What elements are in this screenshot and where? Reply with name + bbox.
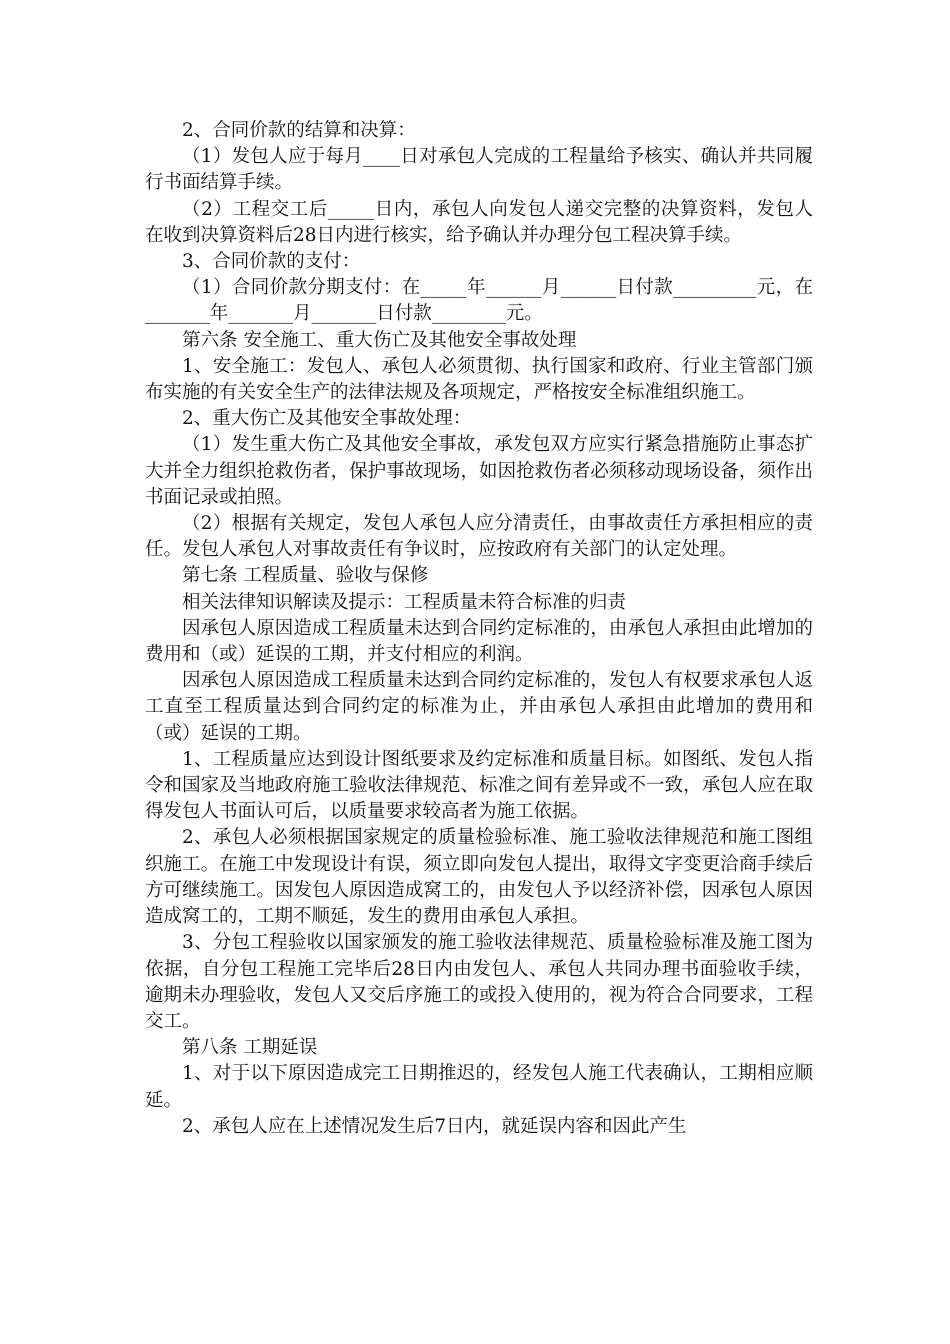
article-heading-7: 第七条 工程质量、验收与保修	[182, 565, 429, 587]
clause-paragraph: 因承包人原因造成工程质量未达到合同约定标准的，由承包人承担由此增加的费用和（或）延误的工期，并支付相应的利润。	[145, 617, 813, 666]
clause-paragraph: 1、工程质量应达到设计图纸要求及约定标准和质量目标。如图纸、发包人指令和国家及当地政府施工验收法律规范、标准之间有差异或不一致，承包人应在取得发包人书面认可后，以质量要求较高者为施工依据。	[145, 748, 813, 823]
section-heading-payment: 3、合同价款的支付：	[182, 251, 361, 273]
clause-paragraph: （2）根据有关规定，发包人承包人应分清责任，由事故责任方承担相应的责任。发包人承包人对事故责任有争议时，应按政府有关部门的认定处理。	[145, 513, 813, 561]
section-heading-settlement: 2、合同价款的结算和决算：	[182, 120, 416, 141]
clause-paragraph: 2、承包人应在上述情况发生后7日内，就延误内容和因此产生	[182, 1115, 687, 1137]
section-heading-accident: 2、重大伤亡及其他安全事故处理：	[182, 408, 472, 430]
clause-paragraph: （2）工程交工后_____日内，承包人向发包人递交完整的决算资料，发包人在收到决算资料后28日内进行核实，给予确认并办理分包工程决算手续。	[145, 198, 813, 246]
clause-paragraph: 2、承包人必须根据国家规定的质量检验标准、施工验收法律规范和施工图组织施工。在施工中发现设计有误，须立即向发包人提出，取得文字变更洽商手续后方可继续施工。因发包人原因造成窝工的，由发包人予以经济补偿，因承包人原因造成窝工的，工期不顺延，发生的费用由承包人承担。	[145, 827, 813, 928]
legal-note-heading: 相关法律知识解读及提示：工程质量未符合标准的归责	[182, 591, 627, 613]
clause-paragraph: 1、对于以下原因造成完工日期推迟的，经发包人施工代表确认，工期相应顺延。	[145, 1063, 813, 1111]
document-body	[145, 118, 813, 1140]
clause-paragraph: （1）合同价款分期支付：在_____年______月______日付款_________元，在_______年_______月_______日付款________元。	[145, 277, 813, 325]
clause-paragraph: （1）发包人应于每月____日对承包人完成的工程量给予核实、确认并共同履行书面结算手续。	[145, 146, 813, 194]
clause-paragraph: 1、安全施工：发包人、承包人必须贯彻、执行国家和政府、行业主管部门颁布实施的有关安全生产的法律法规及各项规定，严格按安全标准组织施工。	[145, 355, 813, 404]
article-heading-8: 第八条 工期延误	[182, 1037, 318, 1059]
clause-paragraph: （1）发生重大伤亡及其他安全事故，承发包双方应实行紧急措施防止事态扩大并全力组织抢救伤者，保护事故现场，如因抢救伤者必须移动现场设备，须作出书面记录或拍照。	[145, 434, 813, 508]
article-heading-6: 第六条 安全施工、重大伤亡及其他安全事故处理	[182, 329, 577, 351]
clause-paragraph: 因承包人原因造成工程质量未达到合同约定标准的，发包人有权要求承包人返工直至工程质量达到合同约定的标准为止，并由承包人承担由此增加的费用和（或）延误的工期。	[145, 670, 813, 744]
clause-paragraph: 3、分包工程验收以国家颁发的施工验收法律规范、质量检验标准及施工图为依据，自分包工程施工完毕后28日内由发包人、承包人共同办理书面验收手续，逾期未办理验收，发包人又交后序施工的或投入使用的，视为符合合同要求，工程交工。	[145, 932, 813, 1032]
